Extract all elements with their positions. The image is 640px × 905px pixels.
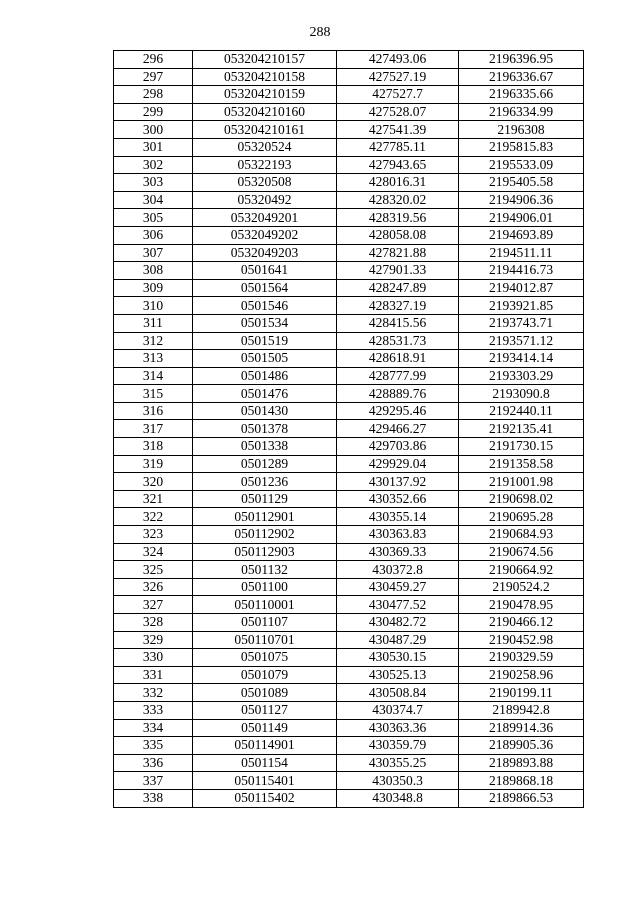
point-number-cell: 325 bbox=[114, 561, 193, 579]
x-coordinate-cell: 429929.04 bbox=[337, 455, 459, 473]
y-coordinate-cell: 2190452.98 bbox=[459, 631, 584, 649]
x-coordinate-cell: 428320.02 bbox=[337, 191, 459, 209]
x-coordinate-cell: 427527.7 bbox=[337, 86, 459, 104]
point-id-cell: 0501127 bbox=[193, 701, 337, 719]
table-row bbox=[114, 631, 584, 649]
point-id-cell: 0501100 bbox=[193, 578, 337, 596]
y-coordinate-cell: 2189866.53 bbox=[459, 789, 584, 807]
point-number-cell: 316 bbox=[114, 402, 193, 420]
x-coordinate-cell: 427527.19 bbox=[337, 68, 459, 86]
x-coordinate-cell: 428247.89 bbox=[337, 279, 459, 297]
point-number-cell: 303 bbox=[114, 174, 193, 192]
table-row bbox=[114, 209, 584, 227]
table-row bbox=[114, 701, 584, 719]
y-coordinate-cell: 2190329.59 bbox=[459, 649, 584, 667]
point-number-cell: 315 bbox=[114, 385, 193, 403]
point-number-cell: 305 bbox=[114, 209, 193, 227]
point-id-cell: 050114901 bbox=[193, 737, 337, 755]
x-coordinate-cell: 430374.7 bbox=[337, 701, 459, 719]
y-coordinate-cell: 2196335.66 bbox=[459, 86, 584, 104]
y-coordinate-cell: 2195405.58 bbox=[459, 174, 584, 192]
point-id-cell: 0501564 bbox=[193, 279, 337, 297]
x-coordinate-cell: 430137.92 bbox=[337, 473, 459, 491]
point-id-cell: 0501505 bbox=[193, 350, 337, 368]
point-id-cell: 0501236 bbox=[193, 473, 337, 491]
y-coordinate-cell: 2194693.89 bbox=[459, 226, 584, 244]
x-coordinate-cell: 428531.73 bbox=[337, 332, 459, 350]
table-row bbox=[114, 138, 584, 156]
table-row bbox=[114, 68, 584, 86]
y-coordinate-cell: 2194906.01 bbox=[459, 209, 584, 227]
y-coordinate-cell: 2189914.36 bbox=[459, 719, 584, 737]
y-coordinate-cell: 2190466.12 bbox=[459, 614, 584, 632]
x-coordinate-cell: 430459.27 bbox=[337, 578, 459, 596]
y-coordinate-cell: 2190674.56 bbox=[459, 543, 584, 561]
point-number-cell: 329 bbox=[114, 631, 193, 649]
x-coordinate-cell: 430363.83 bbox=[337, 526, 459, 544]
point-number-cell: 296 bbox=[114, 51, 193, 69]
x-coordinate-cell: 428058.08 bbox=[337, 226, 459, 244]
y-coordinate-cell: 2190684.93 bbox=[459, 526, 584, 544]
point-id-cell: 0501546 bbox=[193, 297, 337, 315]
point-number-cell: 320 bbox=[114, 473, 193, 491]
x-coordinate-cell: 428777.99 bbox=[337, 367, 459, 385]
point-id-cell: 0501149 bbox=[193, 719, 337, 737]
point-number-cell: 317 bbox=[114, 420, 193, 438]
table-row bbox=[114, 754, 584, 772]
point-number-cell: 312 bbox=[114, 332, 193, 350]
table-row bbox=[114, 614, 584, 632]
point-id-cell: 0501132 bbox=[193, 561, 337, 579]
y-coordinate-cell: 2193414.14 bbox=[459, 350, 584, 368]
y-coordinate-cell: 2190199.11 bbox=[459, 684, 584, 702]
table-row bbox=[114, 684, 584, 702]
x-coordinate-cell: 430363.36 bbox=[337, 719, 459, 737]
point-number-cell: 332 bbox=[114, 684, 193, 702]
table-row bbox=[114, 226, 584, 244]
x-coordinate-cell: 427821.88 bbox=[337, 244, 459, 262]
point-id-cell: 0501486 bbox=[193, 367, 337, 385]
point-number-cell: 300 bbox=[114, 121, 193, 139]
y-coordinate-cell: 2189905.36 bbox=[459, 737, 584, 755]
point-id-cell: 0501476 bbox=[193, 385, 337, 403]
point-id-cell: 0501534 bbox=[193, 314, 337, 332]
table-row bbox=[114, 367, 584, 385]
x-coordinate-cell: 428327.19 bbox=[337, 297, 459, 315]
x-coordinate-cell: 428016.31 bbox=[337, 174, 459, 192]
table-row bbox=[114, 420, 584, 438]
point-id-cell: 050112903 bbox=[193, 543, 337, 561]
x-coordinate-cell: 430508.84 bbox=[337, 684, 459, 702]
x-coordinate-cell: 428319.56 bbox=[337, 209, 459, 227]
point-number-cell: 301 bbox=[114, 138, 193, 156]
y-coordinate-cell: 2190664.92 bbox=[459, 561, 584, 579]
x-coordinate-cell: 429295.46 bbox=[337, 402, 459, 420]
point-number-cell: 298 bbox=[114, 86, 193, 104]
x-coordinate-cell: 428618.91 bbox=[337, 350, 459, 368]
table-row bbox=[114, 314, 584, 332]
y-coordinate-cell: 2189868.18 bbox=[459, 772, 584, 790]
x-coordinate-cell: 430359.79 bbox=[337, 737, 459, 755]
point-id-cell: 053204210161 bbox=[193, 121, 337, 139]
point-id-cell: 053204210157 bbox=[193, 51, 337, 69]
x-coordinate-cell: 430530.15 bbox=[337, 649, 459, 667]
page-number: 288 bbox=[309, 25, 331, 40]
table-row bbox=[114, 789, 584, 807]
point-number-cell: 321 bbox=[114, 490, 193, 508]
point-id-cell: 0501129 bbox=[193, 490, 337, 508]
y-coordinate-cell: 2193571.12 bbox=[459, 332, 584, 350]
x-coordinate-cell: 430355.14 bbox=[337, 508, 459, 526]
point-number-cell: 328 bbox=[114, 614, 193, 632]
table-row bbox=[114, 174, 584, 192]
point-id-cell: 0501378 bbox=[193, 420, 337, 438]
table-row bbox=[114, 490, 584, 508]
point-number-cell: 313 bbox=[114, 350, 193, 368]
y-coordinate-cell: 2194511.11 bbox=[459, 244, 584, 262]
table-row bbox=[114, 508, 584, 526]
point-number-cell: 307 bbox=[114, 244, 193, 262]
table-row bbox=[114, 51, 584, 69]
point-number-cell: 336 bbox=[114, 754, 193, 772]
point-id-cell: 0501154 bbox=[193, 754, 337, 772]
point-id-cell: 0501089 bbox=[193, 684, 337, 702]
y-coordinate-cell: 2193921.85 bbox=[459, 297, 584, 315]
y-coordinate-cell: 2190524.2 bbox=[459, 578, 584, 596]
x-coordinate-cell: 427943.65 bbox=[337, 156, 459, 174]
point-number-cell: 297 bbox=[114, 68, 193, 86]
table-row bbox=[114, 596, 584, 614]
point-number-cell: 333 bbox=[114, 701, 193, 719]
table-row bbox=[114, 385, 584, 403]
point-id-cell: 0501519 bbox=[193, 332, 337, 350]
x-coordinate-cell: 430487.29 bbox=[337, 631, 459, 649]
table-row bbox=[114, 156, 584, 174]
table-row bbox=[114, 578, 584, 596]
point-number-cell: 314 bbox=[114, 367, 193, 385]
point-id-cell: 0501079 bbox=[193, 666, 337, 684]
table-row bbox=[114, 86, 584, 104]
coordinates-table bbox=[113, 50, 584, 808]
y-coordinate-cell: 2192440.11 bbox=[459, 402, 584, 420]
table-row bbox=[114, 279, 584, 297]
point-id-cell: 0501289 bbox=[193, 455, 337, 473]
y-coordinate-cell: 2190698.02 bbox=[459, 490, 584, 508]
table-row bbox=[114, 244, 584, 262]
x-coordinate-cell: 430525.13 bbox=[337, 666, 459, 684]
y-coordinate-cell: 2190258.96 bbox=[459, 666, 584, 684]
point-id-cell: 05320508 bbox=[193, 174, 337, 192]
x-coordinate-cell: 430477.52 bbox=[337, 596, 459, 614]
y-coordinate-cell: 2189942.8 bbox=[459, 701, 584, 719]
x-coordinate-cell: 427493.06 bbox=[337, 51, 459, 69]
x-coordinate-cell: 430350.3 bbox=[337, 772, 459, 790]
table-row bbox=[114, 526, 584, 544]
point-number-cell: 304 bbox=[114, 191, 193, 209]
point-number-cell: 334 bbox=[114, 719, 193, 737]
point-id-cell: 05322193 bbox=[193, 156, 337, 174]
table-row bbox=[114, 332, 584, 350]
point-id-cell: 05320524 bbox=[193, 138, 337, 156]
point-id-cell: 0501430 bbox=[193, 402, 337, 420]
point-number-cell: 299 bbox=[114, 103, 193, 121]
point-number-cell: 322 bbox=[114, 508, 193, 526]
point-number-cell: 323 bbox=[114, 526, 193, 544]
table-row bbox=[114, 719, 584, 737]
x-coordinate-cell: 430369.33 bbox=[337, 543, 459, 561]
y-coordinate-cell: 2191730.15 bbox=[459, 438, 584, 456]
x-coordinate-cell: 427785.11 bbox=[337, 138, 459, 156]
y-coordinate-cell: 2193090.8 bbox=[459, 385, 584, 403]
y-coordinate-cell: 2196334.99 bbox=[459, 103, 584, 121]
table-row bbox=[114, 561, 584, 579]
x-coordinate-cell: 427901.33 bbox=[337, 262, 459, 280]
table-row bbox=[114, 473, 584, 491]
x-coordinate-cell: 427528.07 bbox=[337, 103, 459, 121]
y-coordinate-cell: 2196308 bbox=[459, 121, 584, 139]
table-row bbox=[114, 543, 584, 561]
table-row bbox=[114, 402, 584, 420]
point-id-cell: 0532049202 bbox=[193, 226, 337, 244]
point-id-cell: 0532049203 bbox=[193, 244, 337, 262]
point-id-cell: 0501338 bbox=[193, 438, 337, 456]
table-row bbox=[114, 103, 584, 121]
point-id-cell: 053204210160 bbox=[193, 103, 337, 121]
y-coordinate-cell: 2189893.88 bbox=[459, 754, 584, 772]
point-id-cell: 0501107 bbox=[193, 614, 337, 632]
y-coordinate-cell: 2194906.36 bbox=[459, 191, 584, 209]
point-id-cell: 050112901 bbox=[193, 508, 337, 526]
x-coordinate-cell: 430352.66 bbox=[337, 490, 459, 508]
y-coordinate-cell: 2195533.09 bbox=[459, 156, 584, 174]
point-number-cell: 337 bbox=[114, 772, 193, 790]
y-coordinate-cell: 2196396.95 bbox=[459, 51, 584, 69]
y-coordinate-cell: 2193303.29 bbox=[459, 367, 584, 385]
point-number-cell: 308 bbox=[114, 262, 193, 280]
table-row bbox=[114, 350, 584, 368]
point-number-cell: 309 bbox=[114, 279, 193, 297]
y-coordinate-cell: 2193743.71 bbox=[459, 314, 584, 332]
point-number-cell: 319 bbox=[114, 455, 193, 473]
table-row bbox=[114, 438, 584, 456]
y-coordinate-cell: 2191001.98 bbox=[459, 473, 584, 491]
point-id-cell: 053204210158 bbox=[193, 68, 337, 86]
y-coordinate-cell: 2191358.58 bbox=[459, 455, 584, 473]
point-number-cell: 310 bbox=[114, 297, 193, 315]
x-coordinate-cell: 430348.8 bbox=[337, 789, 459, 807]
y-coordinate-cell: 2194012.87 bbox=[459, 279, 584, 297]
x-coordinate-cell: 428889.76 bbox=[337, 385, 459, 403]
point-id-cell: 050110701 bbox=[193, 631, 337, 649]
x-coordinate-cell: 427541.39 bbox=[337, 121, 459, 139]
table-row bbox=[114, 455, 584, 473]
y-coordinate-cell: 2190478.95 bbox=[459, 596, 584, 614]
x-coordinate-cell: 429466.27 bbox=[337, 420, 459, 438]
y-coordinate-cell: 2192135.41 bbox=[459, 420, 584, 438]
point-number-cell: 326 bbox=[114, 578, 193, 596]
point-number-cell: 327 bbox=[114, 596, 193, 614]
table-row bbox=[114, 666, 584, 684]
point-number-cell: 302 bbox=[114, 156, 193, 174]
x-coordinate-cell: 429703.86 bbox=[337, 438, 459, 456]
point-id-cell: 0501641 bbox=[193, 262, 337, 280]
coordinates-table-body bbox=[114, 51, 584, 808]
table-row bbox=[114, 649, 584, 667]
point-id-cell: 050110001 bbox=[193, 596, 337, 614]
table-row bbox=[114, 121, 584, 139]
point-number-cell: 331 bbox=[114, 666, 193, 684]
x-coordinate-cell: 428415.56 bbox=[337, 314, 459, 332]
point-id-cell: 050115402 bbox=[193, 789, 337, 807]
table-row bbox=[114, 737, 584, 755]
table-row bbox=[114, 191, 584, 209]
x-coordinate-cell: 430372.8 bbox=[337, 561, 459, 579]
x-coordinate-cell: 430355.25 bbox=[337, 754, 459, 772]
point-number-cell: 311 bbox=[114, 314, 193, 332]
point-number-cell: 306 bbox=[114, 226, 193, 244]
point-id-cell: 05320492 bbox=[193, 191, 337, 209]
point-number-cell: 330 bbox=[114, 649, 193, 667]
point-id-cell: 050112902 bbox=[193, 526, 337, 544]
y-coordinate-cell: 2196336.67 bbox=[459, 68, 584, 86]
table-row bbox=[114, 262, 584, 280]
table-row bbox=[114, 772, 584, 790]
point-id-cell: 0532049201 bbox=[193, 209, 337, 227]
table-row bbox=[114, 297, 584, 315]
point-number-cell: 318 bbox=[114, 438, 193, 456]
point-id-cell: 0501075 bbox=[193, 649, 337, 667]
y-coordinate-cell: 2190695.28 bbox=[459, 508, 584, 526]
point-id-cell: 050115401 bbox=[193, 772, 337, 790]
y-coordinate-cell: 2195815.83 bbox=[459, 138, 584, 156]
y-coordinate-cell: 2194416.73 bbox=[459, 262, 584, 280]
point-number-cell: 324 bbox=[114, 543, 193, 561]
point-number-cell: 335 bbox=[114, 737, 193, 755]
point-id-cell: 053204210159 bbox=[193, 86, 337, 104]
x-coordinate-cell: 430482.72 bbox=[337, 614, 459, 632]
point-number-cell: 338 bbox=[114, 789, 193, 807]
